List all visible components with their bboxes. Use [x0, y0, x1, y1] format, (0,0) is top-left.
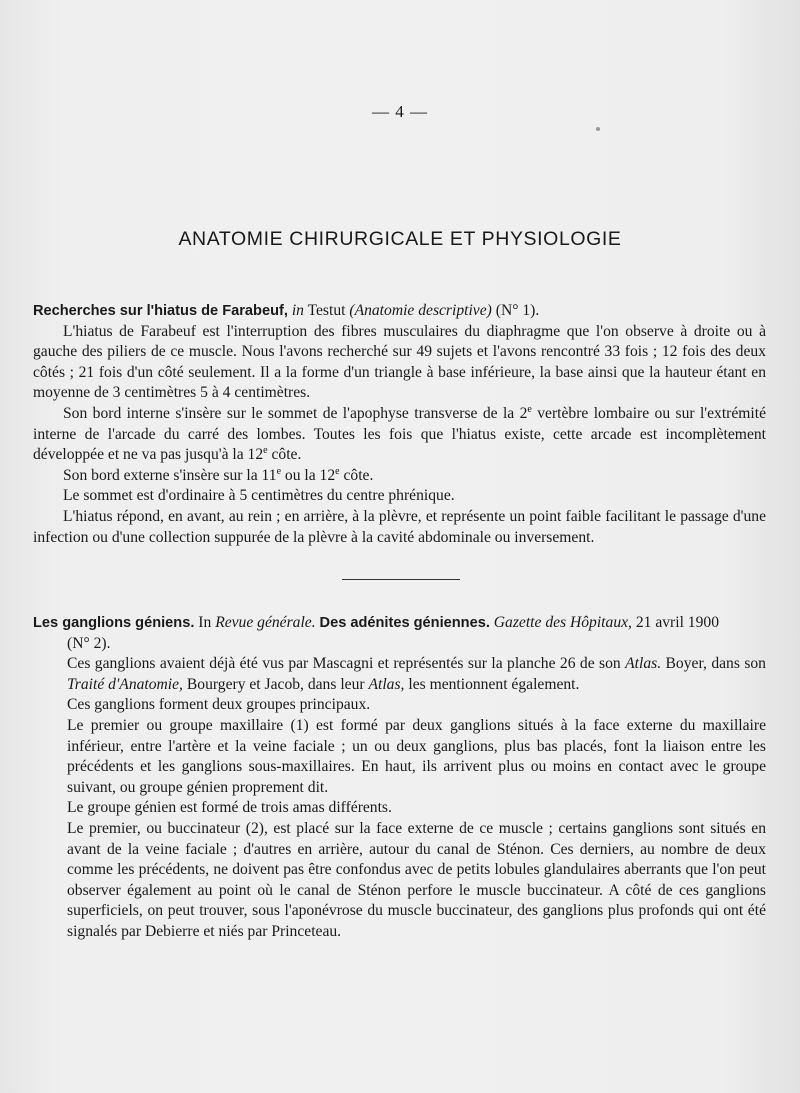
article-title-bold: Recherches sur l'hiatus de Farabeuf, — [33, 303, 288, 319]
paragraph: Son bord interne s'insère sur le sommet de l'apophyse transverse de la 2e vertèbre lombaire ou sur l'extrémité interne de l'arcade du carré des lombes. Toutes les fois que l'hiatus existe, cette arcade est incomplètement développée et ne va pas jusqu'à la 12e côte. — [33, 403, 766, 464]
article-hiatus-farabeuf — [33, 301, 766, 548]
article-title-bold: Les ganglions géniens. — [33, 615, 195, 631]
article-ganglions-geniens — [33, 613, 766, 943]
article-title-bold-2: Des adénites géniennes. — [319, 615, 490, 631]
paragraph: Ces ganglions avaient déjà été vus par Mascagni et représentés sur la planche 26 de son Atlas. Boyer, dans son Traité d'Anatomie, Bourgery et Jacob, dans leur Atlas, les mentionnent également. — [67, 655, 766, 693]
paragraph: L'hiatus de Farabeuf est l'interruption des fibres musculaires du diaphragme que l'on observe à droite ou à gauche des piliers de ce muscle. Nous l'avons recherché sur 49 sujets et l'avons rencontré 33 fois ; 12 fois des deux côtés ; 21 fois d'un côté seulement. Il a la forme d'un triangle à base inférieure, la base ainsi que la hauteur étant en moyenne de 3 centimètres 5 à 4 centimètres. — [33, 322, 766, 402]
article-title — [33, 613, 766, 634]
article-title-author: Testut — [307, 302, 346, 319]
paragraph: Le premier, ou buccinateur (2), est placé sur la face externe de ce muscle ; certains ganglions sont situés en avant de la veine faciale ; d'autres en arrière, autour du canal de Sténon. Ces derniers, au nombre de deux comme les précédents, ne doivent pas être confondus avec de petits lobules glandulaires aberrants que l'on peut observer également au point où le canal de Sténon perfore le muscle buccinateur. A côté de ces ganglions superficiels, on peut trouver, sous l'aponévrose du muscle buccinateur, des ganglions plus profonds qui ont été signalés par Debierre et niés par Princeteau. — [67, 819, 766, 940]
article-title-in: In — [198, 614, 212, 631]
article-title-date: 21 avril 1900 — [635, 614, 719, 631]
article-title — [33, 301, 766, 322]
paragraph: Ces ganglions forment deux groupes principaux. — [67, 696, 371, 714]
article-body — [33, 654, 766, 942]
page-number: — 4 — — [372, 102, 428, 121]
paragraph: Son bord externe s'insère sur la 11e ou la 12e côte. — [63, 465, 374, 484]
article-title-work: (Anatomie descriptive) — [349, 302, 492, 319]
article-title-ref: (N° 2). — [67, 634, 111, 652]
paragraph: L'hiatus répond, en avant, au rein ; en arrière, à la plèvre, et représente un point faible facilitant le passage d'une infection ou d'une collection suppurée de la plèvre à la cavité abdominale ou inversement. — [33, 507, 766, 546]
paragraph: Le groupe génien est formé de trois amas différents. — [67, 799, 392, 817]
article-title-work: Revue générale. — [215, 614, 316, 631]
paragraph: Le sommet est d'ordinaire à 5 centimètres du centre phrénique. — [63, 487, 455, 505]
paragraph: Le premier ou groupe maxillaire (1) est formé par deux ganglions situés à la face externe du maxillaire inférieur, entre l'artère et la veine faciale ; un ou deux ganglions, plus bas placés, font la liaison entre les précédents et les ganglions sous-maxillaires. En haut, ils arrivent plus ou moins en contact avec le groupe suivant, ou groupe génien proprement dit. — [67, 716, 766, 796]
article-title-journal: Gazette des Hôpitaux, — [493, 614, 632, 631]
paper-speck — [596, 127, 600, 131]
section-divider — [342, 579, 460, 580]
article-title-ref: (N° 1). — [495, 302, 540, 319]
section-heading: ANATOMIE CHIRURGICALE ET PHYSIOLOGIE — [178, 228, 622, 250]
article-title-in: in — [291, 302, 304, 319]
